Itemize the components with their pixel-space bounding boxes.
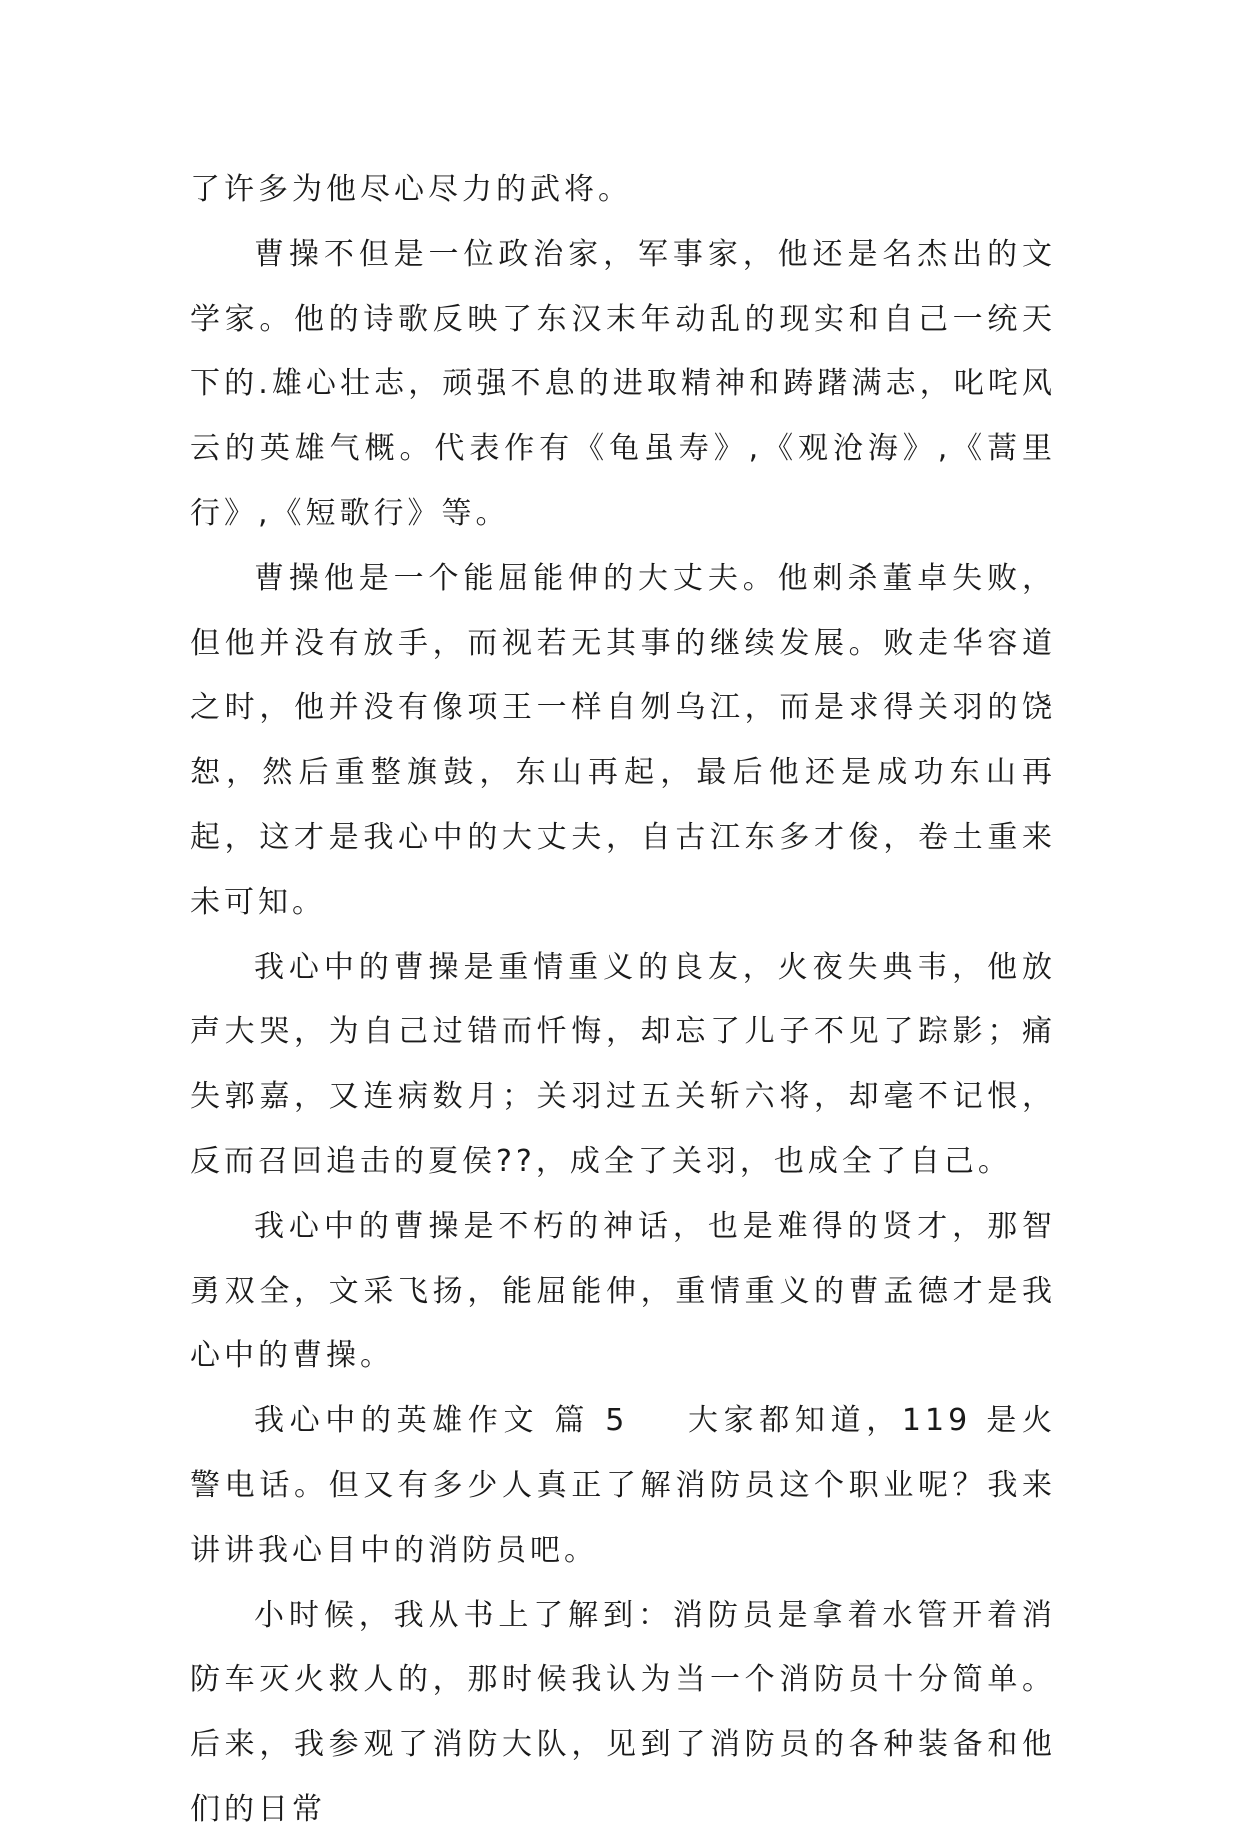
paragraph-cao-cao-resilience: 曹操他是一个能屈能伸的大丈夫。他刺杀董卓失败，但他并没有放手，而视若无其事的继续发展。败走华容道之时，他并没有像项王一样自刎乌江，而是求得关羽的饶恕，然后重整旗鼓，东山再起，最后他还是成功东山再起，这才是我心中的大丈夫，自古江东多才俊，卷土重来未可知。 [190,560,1056,920]
paragraph-cao-cao-loyalty: 我心中的曹操是重情重义的良友，火夜失典韦，他放声大哭，为自己过错而忏悔，却忘了儿子不见了踪影；痛失郭嘉，又连病数月；关羽过五关斩六将，却毫不记恨，反而召回追击的夏侯??，成全了关羽，也成全了自己。 [190,949,1056,1179]
essay-5-intro: 大家都知道，119 是火警电话。但又有多少人真正了解消防员这个职业呢？我来讲讲我心目中的消防员吧。 [190,1403,1056,1568]
paragraph-cao-cao-writer: 曹操不但是一位政治家，军事家，他还是名杰出的文学家。他的诗歌反映了东汉末年动乱的现实和自己一统天下的.雄心壮志，顽强不息的进取精神和踌躇满志，叱咤风云的英雄气概。代表作有《龟虽寿》,《观沧海》,《蒿里行》,《短歌行》等。 [190,236,1056,531]
paragraph-essay-5 [190,1389,1056,1583]
paragraph-cao-cao-conclusion: 我心中的曹操是不朽的神话，也是难得的贤才，那智勇双全，文采飞扬，能屈能伸，重情重义的曹孟德才是我心中的曹操。 [190,1208,1056,1374]
paragraph-firefighter-childhood: 小时候，我从书上了解到：消防员是拿着水管开着消防车灭火救人的，那时候我认为当一个消防员十分简单。后来，我参观了消防大队，见到了消防员的各种装备和他们的日常 [190,1597,1056,1827]
document-body [190,158,1056,1843]
essay-heading: 我心中的英雄作文 篇 5 [254,1403,629,1439]
paragraph-continuation: 了许多为他尽心尽力的武将。 [190,172,632,207]
